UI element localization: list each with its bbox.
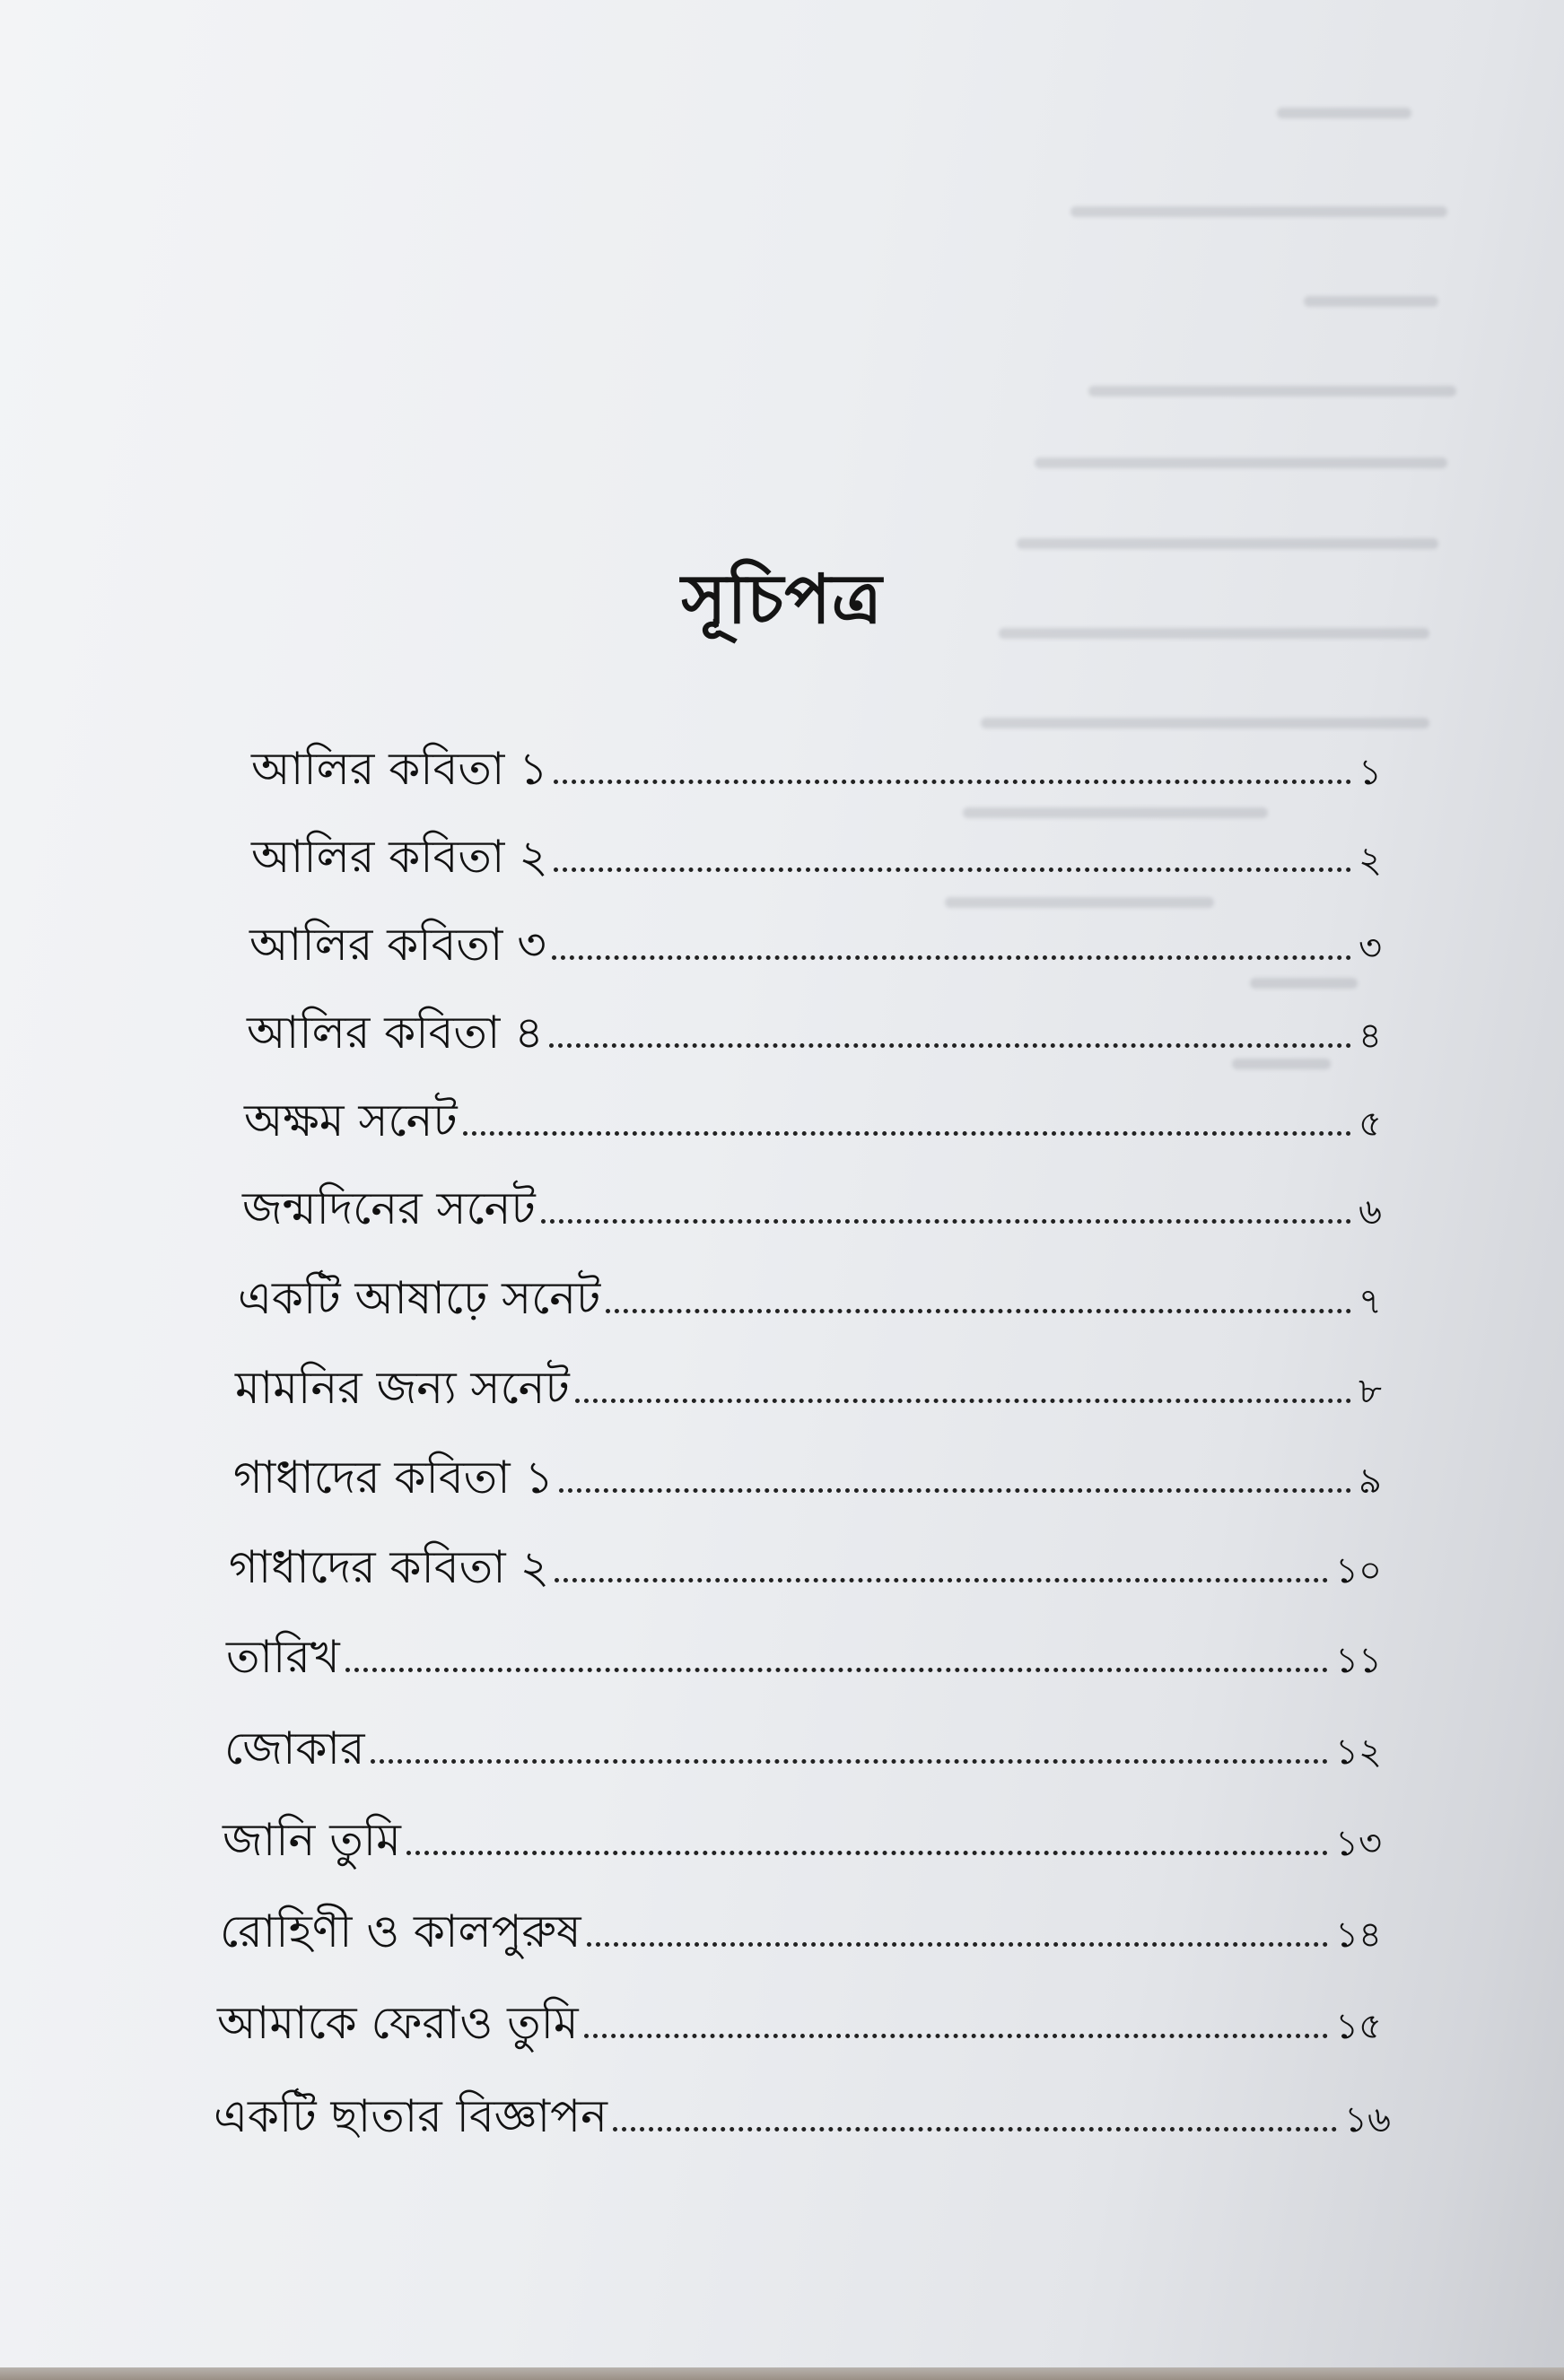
leader-dots [554,780,1351,784]
toc-entry-page: ৪ [1359,1016,1382,1057]
toc-entry-page: ১২ [1335,1731,1382,1773]
toc-entry-title: আলির কবিতা ৩ [249,919,546,971]
toc-entry [217,1990,1382,2062]
toc-entry-title: আলির কবিতা ১ [251,743,548,795]
toc-entry-page: ১১ [1335,1640,1382,1681]
leader-dots [406,1851,1328,1855]
leader-dots [552,955,1351,960]
toc-entry-title: আমাকে ফেরাও তুমি [217,1997,579,2049]
toc-entry [242,1175,1382,1247]
toc-entry [238,1265,1382,1337]
toc-entry-page: ৮ [1359,1371,1382,1412]
leader-dots [584,2034,1328,2038]
toc-entry-page: ১৪ [1335,1914,1382,1956]
toc-entry-page: ১৩ [1335,1823,1382,1864]
toc-entry [249,911,1382,983]
toc-entry [247,999,1382,1071]
toc-entry [233,1444,1382,1516]
leader-dots [549,1043,1351,1048]
toc-entry-page: ৭ [1358,1281,1382,1322]
page-title: সূচিপত্র [681,559,883,639]
toc-entry-title: গাধাদের কবিতা ২ [229,1541,550,1593]
toc-entry-page: ৯ [1359,1460,1382,1502]
leader-dots [541,1219,1351,1224]
toc-entry-page: ৬ [1358,1191,1382,1233]
toc-entry-page: ৩ [1358,928,1382,969]
toc-entry-page: ৫ [1359,1103,1382,1145]
leader-dots [559,1488,1351,1493]
toc-entry-page: ২ [1358,840,1382,881]
toc-entry [251,824,1382,895]
toc-entry [223,1807,1382,1879]
leader-dots [555,1578,1328,1582]
toc-entry-title: একটি ছাতার বিজ্ঞাপন [214,2090,607,2142]
toc-entry-page: ১ [1359,752,1382,793]
leader-dots [371,1759,1329,1764]
toc-entry-page: ১৫ [1335,2006,1382,2047]
toc-entry [244,1087,1382,1159]
page-bottom-edge [0,2367,1564,2380]
toc-entry-page: ১০ [1335,1550,1382,1591]
toc-entry-title: আলির কবিতা ২ [251,831,548,883]
leader-dots [345,1668,1328,1672]
toc-entry-title: জন্মদিনের সনেট [242,1182,536,1234]
toc-entry-title: গাধাদের কবিতা ১ [233,1452,555,1504]
toc-entry [229,1534,1382,1606]
toc-entry-title: তারিখ [226,1631,340,1683]
toc-entry [214,2083,1391,2155]
leader-dots [587,1942,1328,1947]
toc-entry [224,1715,1382,1787]
toc-entry-title: জানি তুমি [223,1814,401,1866]
toc-entry-page: ১৬ [1344,2099,1391,2140]
toc-entry-title: একটি আষাঢ়ে সনেট [238,1272,601,1324]
toc-entry [251,736,1382,807]
toc-entry [226,1624,1382,1696]
toc-entry-title: রোহিণী ও কালপুরুষ [220,1905,581,1957]
toc-entry [235,1355,1382,1426]
leader-dots [575,1399,1351,1403]
leader-dots [554,867,1351,872]
toc-entry-title: আলির কবিতা ৪ [247,1007,544,1059]
leader-dots [613,2127,1337,2132]
toc-entry-title: অক্ষম সনেট [244,1094,458,1146]
toc-entry-title: জোকার [224,1722,365,1774]
toc-entry [220,1898,1382,1970]
leader-dots [606,1309,1351,1313]
leader-dots [463,1131,1351,1136]
toc-entry-title: মামনির জন্য সনেট [235,1362,570,1414]
